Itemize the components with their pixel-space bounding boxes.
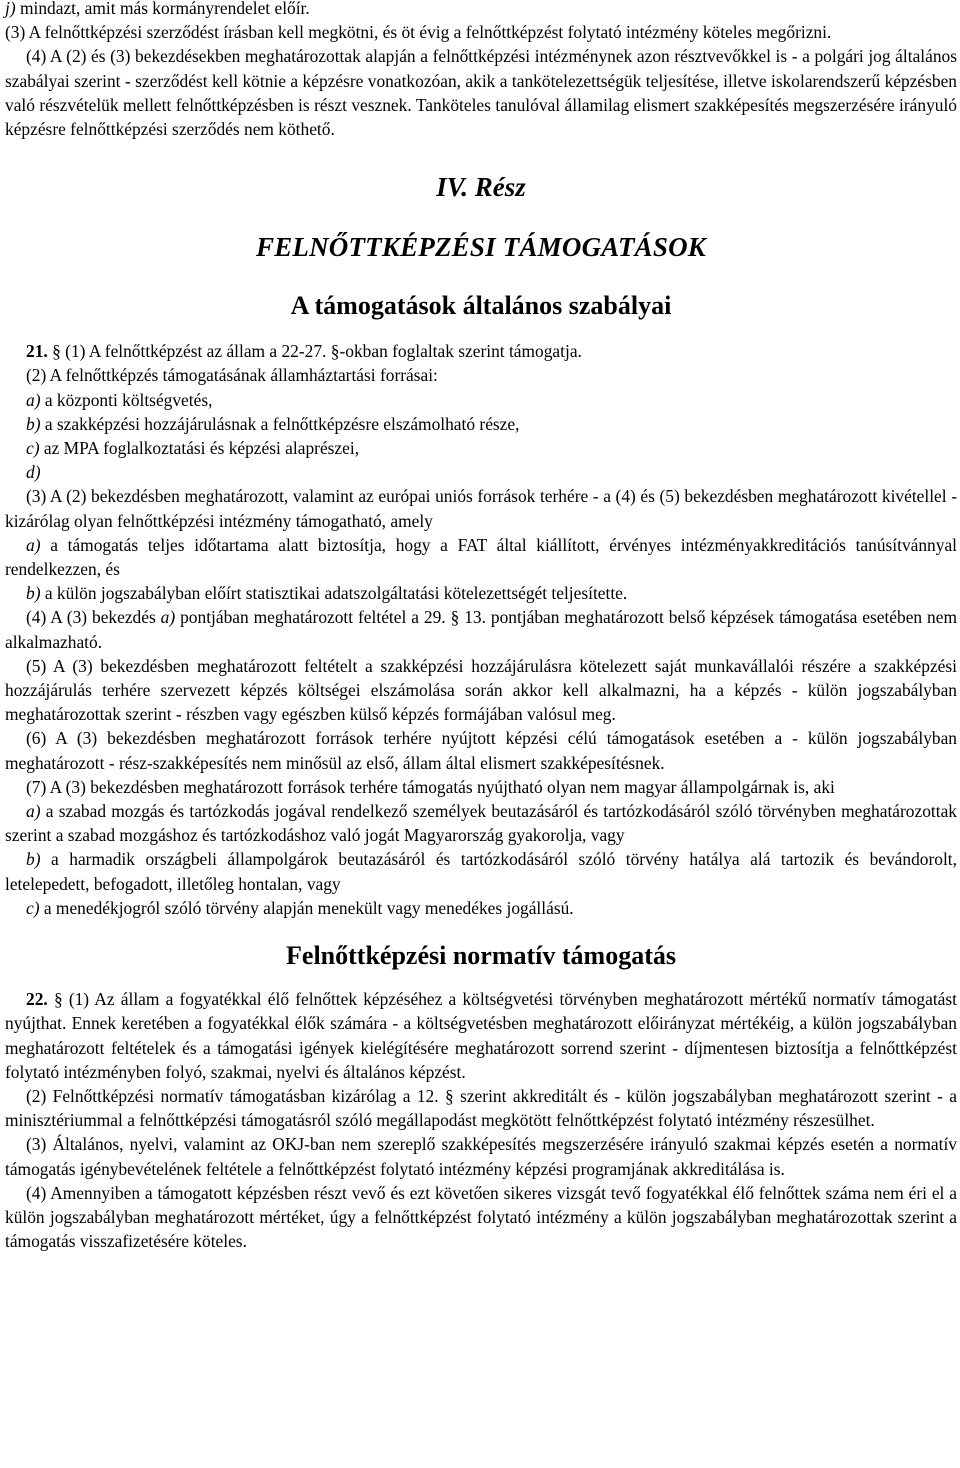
s21-item-c bbox=[5, 436, 957, 460]
section-title-normative-support: Felnőttképzési normatív támogatás bbox=[286, 941, 676, 971]
s21-paragraph-3-item-b bbox=[5, 581, 957, 605]
item-letter: c) bbox=[26, 897, 40, 918]
item-letter: a) bbox=[160, 607, 176, 628]
s22-paragraph-2 bbox=[5, 1084, 957, 1132]
item-text: a szakképzési hozzájárulásnak a felnőttképzésre elszámolható része, bbox=[40, 413, 520, 434]
item-letter: a) bbox=[26, 389, 41, 410]
s21-paragraph-2: (2) A felnőttképzés támogatásának államháztartási forrásai: bbox=[26, 365, 438, 386]
section-sign: § bbox=[53, 989, 63, 1010]
section-title-general-rules: A támogatások általános szabályai bbox=[290, 291, 672, 321]
paragraph-j bbox=[5, 0, 957, 20]
part-heading: IV. Rész bbox=[436, 172, 526, 203]
paragraph-text: (1) A felnőttképzést az állam a 22-27. bbox=[60, 341, 327, 362]
item-text: az MPA foglalkoztatási és képzési alaprészei, bbox=[39, 438, 360, 459]
s21-paragraph-7-item-a bbox=[5, 799, 957, 847]
s21-paragraph-3: (3) A (2) bekezdésben meghatározott, valamint az európai uniós források terhére - a (4) és (5) bekezdésben meghatározott kivétellel - kizárólag olyan felnőttképzési intézmény támogatható, amely bbox=[5, 486, 957, 531]
s21-paragraph-5: (5) A (3) bekezdésben meghatározott feltételt a szakképzési hozzájárulásra kötelezett saját munkavállalói részére a szakképzési hozzájárulás terhére szervezett képzés költségei elszámolása során akkor kell alkalmazni, ha a képzés - külön jogszabályban meghatározottak szerint - részben vagy egészben külső képzés formájában valósul meg. bbox=[5, 655, 957, 725]
s21-paragraph-7-item-b bbox=[5, 847, 957, 895]
paragraph-text: pontjában meghatározott feltétel a 29. bbox=[175, 607, 451, 628]
item-letter: j) bbox=[5, 0, 16, 18]
paragraph-text: (4) A (3) bekezdés bbox=[26, 607, 161, 628]
paragraph-text: (1) Az állam a fogyatékkal élő felnőttek képzéséhez a költségvetési törvényben meghatározott mértékű normatív támogatást nyújthat. Ennek keretében a fogyatékkal élők számára - a költségvetésben meghatározott előirányzat mértékéig, a külön jogszabályban meghatározott feltételek és a támogatási igények kielégítésére meghatározott sorrend szerint - díjmentesen biztosítja a felnőttképzést folytató intézményben folyó, szakmai, nyelvi és általános képzést. bbox=[5, 989, 957, 1082]
section-sign: § bbox=[52, 341, 61, 362]
s22-paragraph-3: (3) Általános, nyelvi, valamint az OKJ-ban nem szereplő szakképesítés megszerzésére irányuló szakmai képzés esetén a normatív támogatás igénybevételének feltétele a felnőttképzést folytató intézmény képzési programjának akkreditálása is. bbox=[5, 1134, 957, 1179]
part-title: FELNŐTTKÉPZÉSI TÁMOGATÁSOK bbox=[255, 232, 707, 263]
s21-paragraph-7-item-c bbox=[5, 896, 957, 920]
s21-paragraph-4 bbox=[5, 605, 957, 653]
s21-paragraph-3-item-a bbox=[5, 533, 957, 581]
paragraph-text: mindazt, amit más kormányrendelet előír. bbox=[15, 0, 310, 18]
paragraph-text: -okban foglaltak szerint támogatja. bbox=[339, 341, 582, 362]
item-letter: c) bbox=[26, 438, 40, 459]
section-number: 22. bbox=[26, 989, 48, 1010]
item-text: a központi költségvetés, bbox=[40, 389, 213, 410]
item-letter: a) bbox=[26, 801, 41, 822]
paragraph-text: szerint akkreditált és - külön jogszabályban meghatározott szerint - a minisztériummal a felnőttképzési támogatásról szóló megállapodást megkötött felnőttképzést folytató intézmény részesülhet. bbox=[5, 1085, 957, 1131]
s22-paragraph-1 bbox=[5, 987, 957, 1084]
item-letter: a) bbox=[26, 534, 41, 555]
section-sign: § bbox=[444, 1085, 454, 1106]
item-text: a menedékjogról szóló törvény alapján menekült vagy menedékes jogállású. bbox=[39, 897, 574, 918]
item-letter: b) bbox=[26, 849, 41, 870]
s21-paragraph-7: (7) A (3) bekezdésben meghatározott források terhére támogatás nyújtható olyan nem magyar állampolgárnak is, aki bbox=[26, 776, 835, 797]
document-page bbox=[5, 0, 957, 1253]
section-sign: § bbox=[326, 341, 340, 362]
section-sign: § bbox=[450, 607, 460, 628]
paragraph-4: (4) A (2) és (3) bekezdésekben meghatározottak alapján a felnőttképzési intézménynek azon résztvevőkkel is - a polgári jog általános szabályai szerint - szerződést kell kötnie a képzésre vonatkozóan, akik a tankötelezettségük teljesítése, illetve iskolarendszerű képzésben való részvételük mellett felnőttképzésben is részt vesznek. Tanköteles tanulóval államilag elismert szakképesítés megszerzésére irányuló képzésre felnőttképzési szerződés nem köthető. bbox=[5, 46, 957, 140]
s21-item-a bbox=[5, 388, 957, 412]
s22-paragraph-4: (4) Amennyiben a támogatott képzésben részt vevő és ezt követően sikeres vizsgát tevő fogyatékkal élő felnőttek száma nem éri el a külön jogszabályban meghatározott mértéket, úgy a felnőttképzést folytató intézmény a külön jogszabályban meghatározottak szerint a támogatás visszafizetésére köteles. bbox=[5, 1182, 957, 1252]
section-number: 21. bbox=[26, 341, 48, 362]
paragraph-3: (3) A felnőttképzési szerződést írásban kell megkötni, és öt évig a felnőttképzést folytató intézmény köteles megőrizni. bbox=[5, 22, 832, 43]
s21-paragraph-6: (6) A (3) bekezdésben meghatározott források terhére nyújtott képzési célú támogatások esetében a - külön jogszabályban meghatározott - rész-szakképesítés nem minősül az első, állam által elismert szakképesítésnek. bbox=[5, 728, 957, 773]
item-text: a támogatás teljes időtartama alatt biztosítja, hogy a FAT által kiállított, érvényes intézményakkreditációs tanúsítvánnyal rendelkezzen, és bbox=[5, 534, 957, 580]
s21-item-d bbox=[5, 460, 957, 484]
item-text: a külön jogszabályban előírt statisztikai adatszolgáltatási kötelezettségét teljesítette. bbox=[40, 583, 628, 604]
item-letter: b) bbox=[26, 413, 41, 434]
paragraph-text: 13. pontjában meghatározott belső képzések támogatása esetében nem alkalmazható. bbox=[5, 607, 957, 652]
item-text: a szabad mozgás és tartózkodás jogával rendelkező személyek beutazásáról és tartózkodásáról szóló törvényben meghatározottak szerint a szabad mozgáshoz és tartózkodáshoz való jogát Magyarország gyakorolja, vagy bbox=[5, 801, 957, 846]
s21-paragraph-1 bbox=[5, 339, 957, 363]
item-letter: b) bbox=[26, 583, 41, 604]
item-text: a harmadik országbeli állampolgárok beutazásáról és tartózkodásáról szóló törvény hatálya alá tartozik és bevándorolt, letelepedett, befogadott, illetőleg hontalan, vagy bbox=[5, 849, 957, 894]
s21-item-b bbox=[5, 412, 957, 436]
paragraph-text: (2) Felnőttképzési normatív támogatásban kizárólag a 12. bbox=[26, 1085, 445, 1106]
item-letter: d) bbox=[26, 462, 41, 483]
